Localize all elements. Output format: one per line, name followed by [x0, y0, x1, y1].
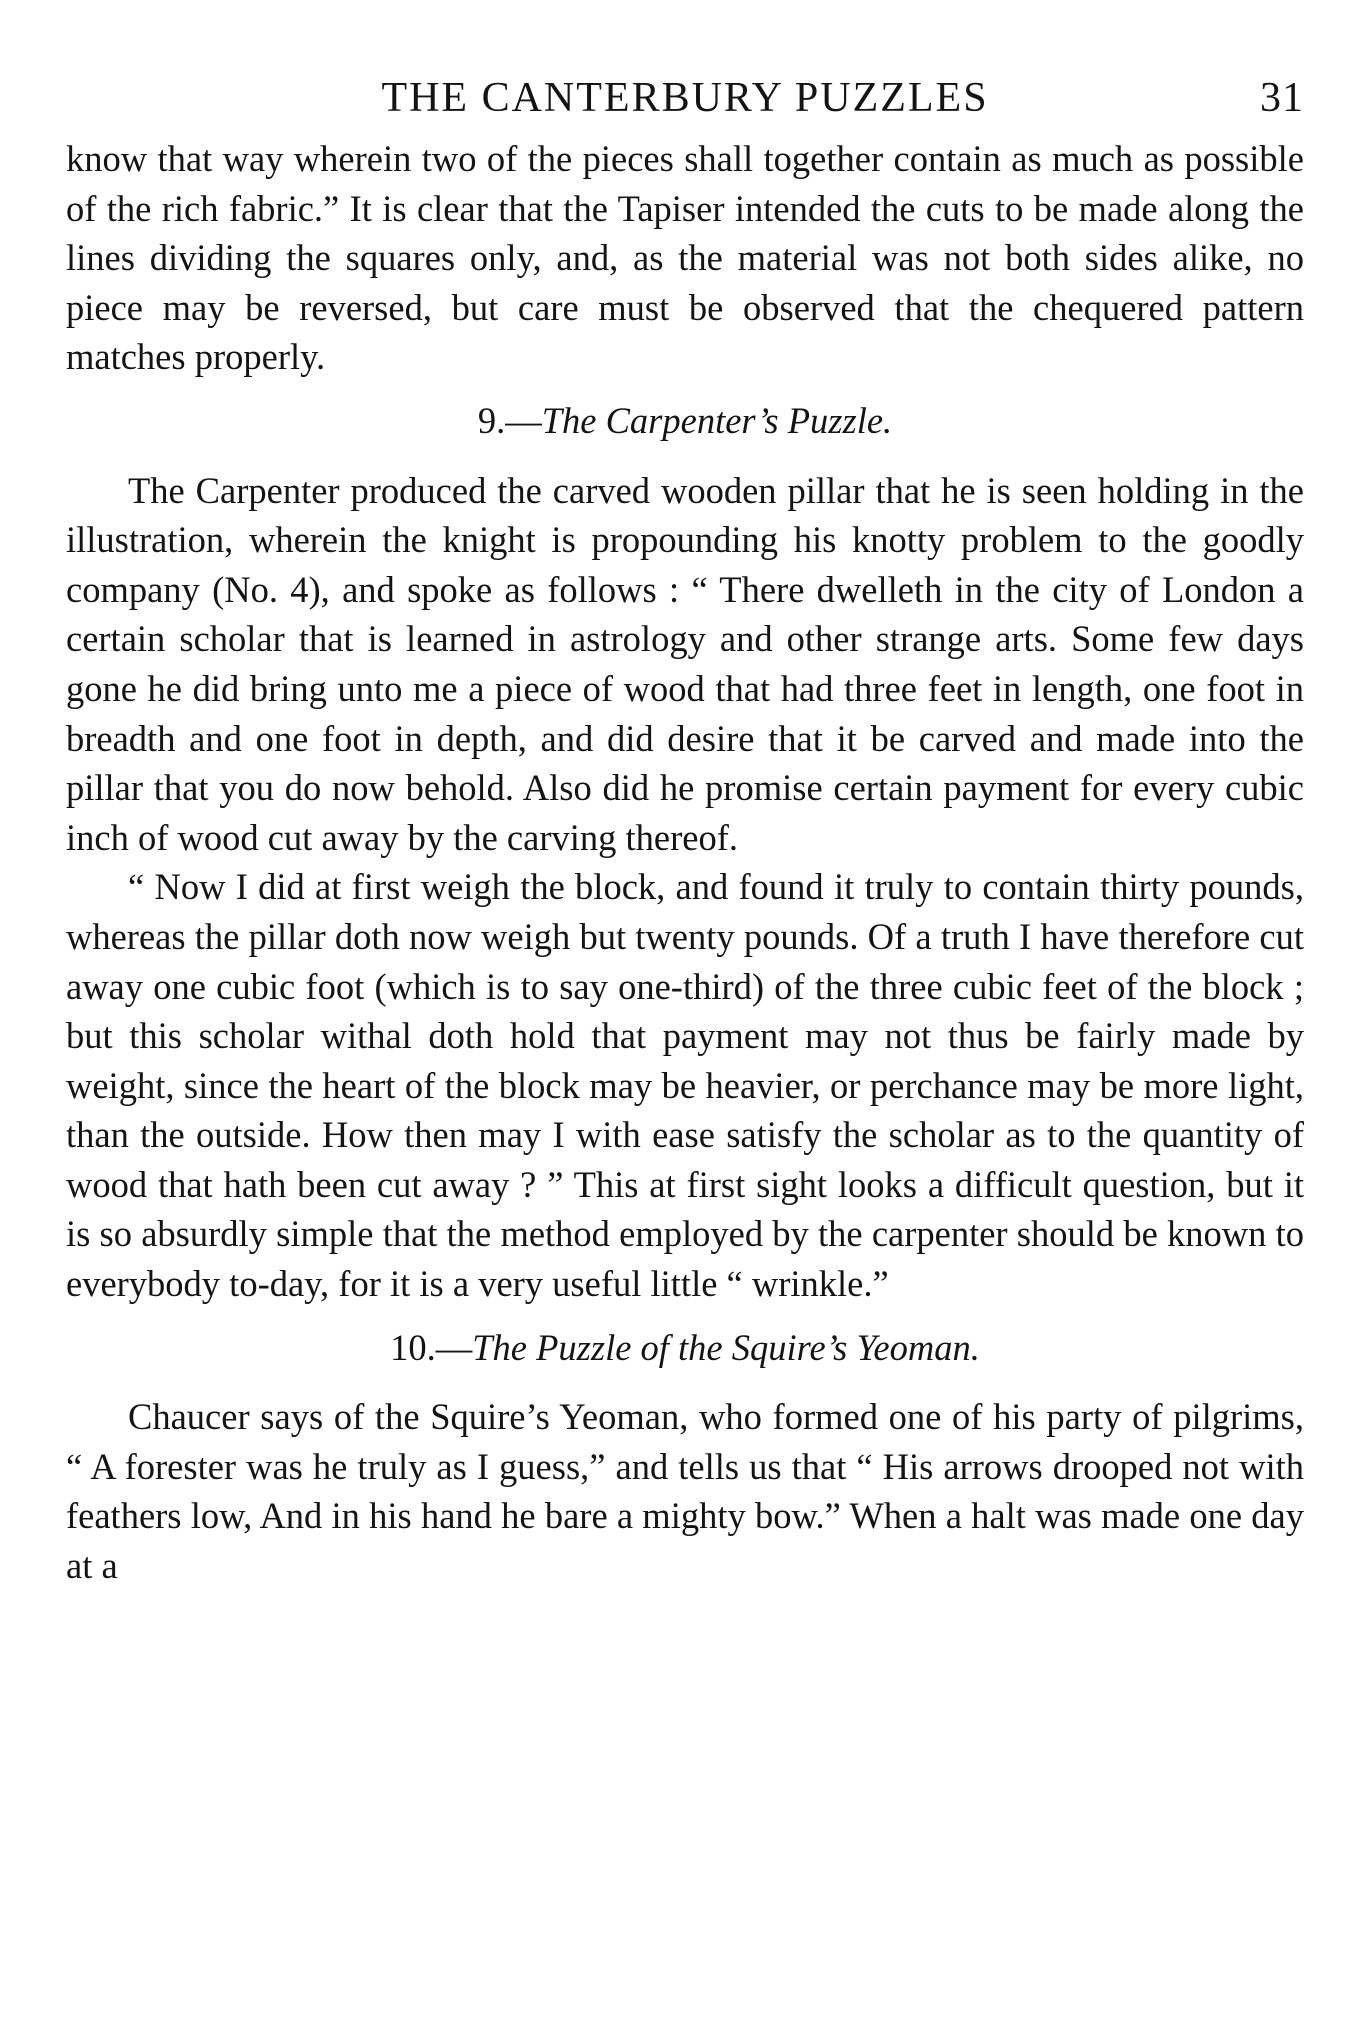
paragraph-carpenter-intro: The Carpenter produced the carved wooden pillar that he is seen holding in the illustration, wherein the knight is propounding his knotty problem to the goodly company (No. 4), and spoke as follows : “ There dwelleth in the city of London a certain scholar that is learned in astrology and other strange arts. Some few days gone he did bring unto me a piece of wood that had three feet in length, one foot in breadth and one foot in depth, and did desire that it be carved and made into the pillar that you do now behold. Also did he promise certain payment for every cubic inch of wood cut away by the carving thereof.: [66, 469, 1304, 858]
section-title: The Carpenter’s Puzzle.: [541, 399, 893, 441]
section-number: 10.—: [390, 1326, 473, 1368]
section-title: The Puzzle of the Squire’s Yeoman.: [472, 1326, 980, 1368]
book-page: [66, 64, 1304, 1591]
paragraph-tapiser-continuation: know that way wherein two of the pieces shall together contain as much as possible of the rich fabric.” It is clear that the Tapiser intended the cuts to be made along the lines dividing the squares only, and, as the material was not both sides alike, no piece may be reversed, but care must be observed that the chequered pattern matches properly.: [66, 138, 1304, 378]
section-heading-squires-yeoman: [66, 1323, 1304, 1373]
page-number: 31: [1260, 75, 1304, 121]
section-number: 9.—: [477, 399, 542, 441]
running-header: [66, 64, 1304, 134]
paragraph-carpenter-weigh: “ Now I did at first weigh the block, and found it truly to contain thirty pounds, whereas the pillar doth now weigh but twenty pounds. Of a truth I have therefore cut away one cubic foot (which is to say one-third) of the three cubic feet of the block ; but this scholar withal doth hold that payment may not thus be fairly made by weight, since the heart of the block may be heavier, or perchance may be more light, than the outside. How then may I with ease satisfy the scholar as to the quantity of wood that hath been cut away ? ” This at first sight looks a difficult question, but it is so absurdly simple that the method employed by the carpenter should be known to everybody to-day, for it is a very useful little “ wrinkle.”: [66, 866, 1304, 1305]
paragraph-squires-yeoman: Chaucer says of the Squire’s Yeoman, who formed one of his party of pilgrims, “ A forester was he truly as I guess,” and tells us that “ His arrows drooped not with feathers low, And in his hand he bare a mighty bow.” When a halt was made one day at a: [66, 1396, 1304, 1587]
running-title: THE CANTERBURY PUZZLES: [381, 75, 989, 121]
section-heading-carpenters-puzzle: [66, 396, 1304, 446]
page-body: [66, 134, 1304, 1591]
